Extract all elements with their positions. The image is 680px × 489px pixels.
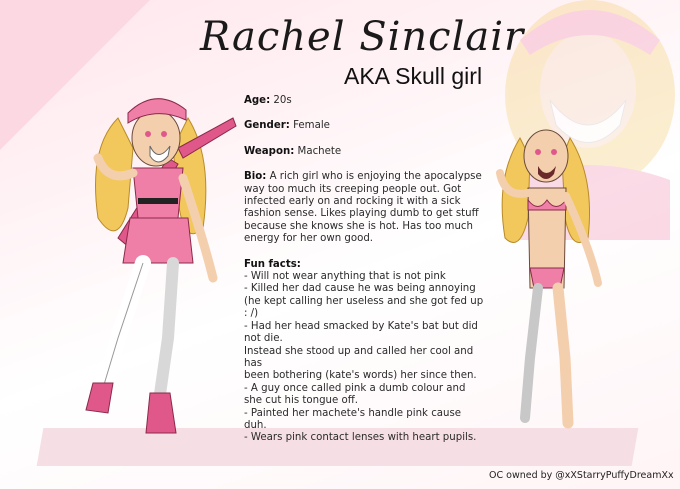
weapon-label: Weapon: [244,145,295,157]
weapon-value: Machete [297,145,342,157]
fun-fact-line: - Will not wear anything that is not pink [244,271,446,283]
bio-label: Bio: [244,171,267,183]
fun-fact-line: - A guy once called pink a dumb colour and [244,382,466,394]
bio-line: way too much its creeping people out. Got [244,183,462,195]
fun-fact-line: Instead she stood up and called her cool and has [244,345,474,369]
character-left [58,88,238,448]
fun-fact-line: she cut his tongue off. [244,395,358,407]
bio-text: A rich girl who is enjoying the apocalypse [269,171,482,183]
gender-row [244,120,484,132]
weapon-row [244,146,484,158]
fun-fact-line: been bothering (kate's words) her since then. [244,370,477,382]
owner-credit: OC owned by @xXStarryPuffyDreamXx [489,470,674,481]
bio-line: infected early on and rocking it with a sick [244,196,461,208]
fun-fact-line: (he kept calling her useless and she got fed up : /) [244,295,484,320]
character-right [480,118,610,448]
age-value: 20s [273,95,292,106]
fun-fact-line: - Had her head smacked by Kate's bat but did not die. [244,320,478,345]
bio-line [244,171,484,183]
character-alias: AKA Skull girl [344,63,483,89]
character-name-title: Rachel Sinclair [200,14,525,60]
bio-line: because she knows she is hot. Has too much [244,220,473,232]
bio-line: energy for her own good. [244,233,374,245]
fun-facts-label: Fun facts: [244,258,301,270]
gender-label: Gender: [244,120,290,132]
info-panel [244,95,484,445]
gender-value: Female [293,120,330,132]
age-row [244,95,484,107]
age-label: Age: [244,95,271,106]
fun-fact-line: - Painted her machete's handle pink cause duh. [244,407,462,431]
fun-fact-line: - Wears pink contact lenses with heart pupils. [244,432,477,444]
bio-line: fashion sense. Likes playing dumb to get stuff [244,208,479,220]
fun-fact-line: - Killed her dad cause he was being annoying [244,283,476,295]
